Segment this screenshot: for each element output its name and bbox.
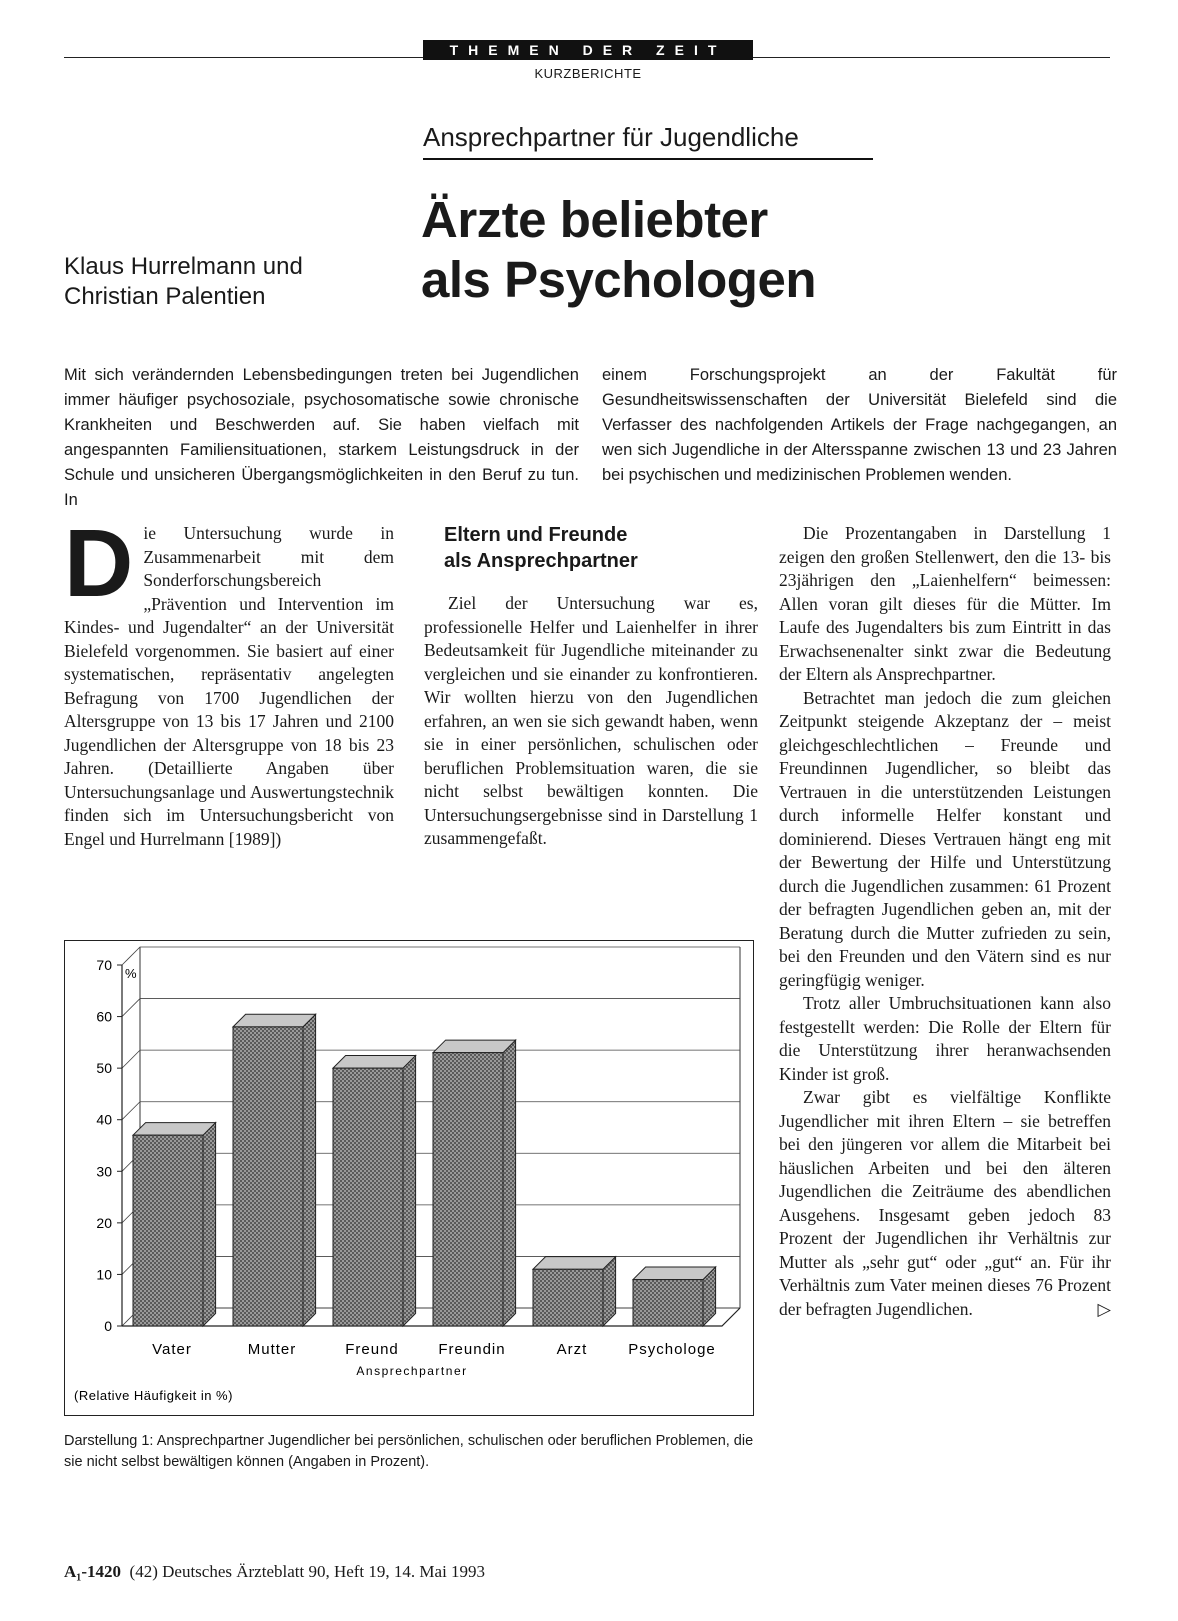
lead-text-right: einem Forschungsprojekt an der Fakultät für Gesundheitswissenschaften der Universität Bielefeld sind die Verfasser des nachfolgenden Artikels der Frage nachgegangen, an wen sich Jugendliche in der Altersspanne zwischen 13 und 23 Jahren bei psychischen und medizinischen Problemen wenden. xyxy=(602,366,1117,484)
author-line-2: Christian Palentien xyxy=(64,283,266,310)
lead-text-left: Mit sich verändernden Lebensbedingungen treten bei Jugendlichen immer häufiger psychosoziale, psychosomatische sowie chronische Krankheiten und Beschwerden auf. Sie haben vielfach mit angespannten Familiensituationen, starkem Leistungsdruck in der Schule und unsicheren Übergangsmöglichkeiten in den Beruf zu tun. In xyxy=(64,366,579,509)
title-line-2: als Psychologen xyxy=(421,251,816,308)
bar-top xyxy=(233,1014,316,1027)
subheading-line-1: Eltern und Freunde xyxy=(444,524,628,546)
y-tick-label: 30 xyxy=(96,1163,112,1180)
subsection-label: KURZBERICHTE xyxy=(534,66,642,81)
page-footer xyxy=(64,1562,485,1582)
body-column-1 xyxy=(64,510,394,851)
article-title xyxy=(421,190,816,310)
chart-gridline xyxy=(122,1050,740,1068)
bar-top xyxy=(633,1267,716,1280)
bar-mutter xyxy=(233,1027,303,1326)
x-tick-label: Arzt xyxy=(556,1341,588,1358)
x-tick-label: Vater xyxy=(152,1341,192,1358)
col2-paragraph-1: Ziel der Untersuchung war es, professionelle Helfer und Laienhelfer in ihrer Bedeutsamkeit für Jugendliche miteinander zu vergleichen und sie einander zu konfrontieren. Wir wollten hierzu von den Jugendlichen erfahren, an wen sie sich gewandt haben, wenn sie in einer persönlichen, schulischen oder beruflichen Problemsituation waren, die sie nicht selbst bewältigen konnten. Die Untersuchungsergebnisse sind in Darstellung 1 zusammengefaßt. xyxy=(424,593,758,848)
chart-gridline xyxy=(122,947,740,965)
subheading xyxy=(444,522,758,574)
figure-caption: Darstellung 1: Ansprechpartner Jugendlicher bei persönlichen, schulischen oder beruflichen Problemen, die sie nicht selbst bewältigen können (Angaben in Prozent). xyxy=(64,1433,754,1470)
bar-freundin xyxy=(433,1053,503,1326)
col1-text: ie Untersuchung wurde in Zusammenarbeit mit dem Sonderforschungsbereich „Prävention und Intervention im Kindes- und Jugendalter“ an der Universität Bielefeld vorgenommen. Sie basiert auf einer systematischen, repräsentativ angelegten Befragung von 1700 Jugendlichen der Altersgruppe von 13 bis 17 Jahren und 2100 Jugendlichen der Altersgruppe von 18 bis 23 Jahren. (Detaillierte Angaben über Untersuchungsanlage und Auswertungstechnik finden sich im Untersuchungsbericht von Engel und Hurrelmann [1989]) xyxy=(64,523,394,849)
col3-paragraph-4 xyxy=(779,1086,1111,1321)
author-line-1: Klaus Hurrelmann und xyxy=(64,253,303,280)
article-kicker: Ansprechpartner für Jugendliche xyxy=(423,122,799,152)
bar-side xyxy=(503,1040,516,1326)
bar-top xyxy=(133,1123,216,1136)
x-tick-label: Freundin xyxy=(438,1341,506,1358)
col3-paragraph-3: Trotz aller Umbruchsituationen kann also festgestellt werden: Die Rolle der Eltern für die Unterstützung ihrer heranwachsenden Kinder ist groß. xyxy=(779,993,1111,1084)
bar-arzt xyxy=(533,1269,603,1326)
col3-paragraph-2: Betrachtet man jedoch die zum gleichen Zeitpunkt steigende Akzeptanz der – meist gleichgeschlechtlichen – Freunde und Freundinnen Jugendlicher, so bleibt das Vertrauen in die unterstützenden Leistungen durch informelle Helfer konstant und dominierend. Dieses Vertrauen hängt eng mit der Bewertung der Hilfe und Unterstützung durch die Jugendlichen zusammen: 61 Prozent der befragten Jugendlichen geben an, mit der Beratung durch die Mutter zufrieden zu sein, bei den Freunden und den Vätern sind es nur geringfügig weniger. xyxy=(779,687,1111,990)
y-tick-label: 40 xyxy=(96,1111,112,1128)
bar-side xyxy=(403,1056,416,1326)
section-label: THEMEN DER ZEIT xyxy=(423,40,753,60)
page-code: A₁-1420 xyxy=(64,1562,122,1581)
x-tick-label: Freund xyxy=(345,1341,399,1358)
y-tick-label: 10 xyxy=(96,1266,112,1283)
bar-top xyxy=(533,1257,616,1270)
bar-psychologe xyxy=(633,1280,703,1326)
title-line-1: Ärzte beliebter xyxy=(421,191,768,248)
bar-top xyxy=(433,1040,516,1053)
bar-freund xyxy=(333,1068,403,1326)
authors xyxy=(64,252,303,312)
bar-chart xyxy=(64,940,754,1416)
x-tick-label: Mutter xyxy=(247,1341,297,1358)
bar-vater xyxy=(133,1135,203,1326)
bar-side xyxy=(203,1123,216,1326)
issue-info: (42) Deutsches Ärzteblatt 90, Heft 19, 14. Mai 1993 xyxy=(129,1562,486,1581)
y-tick-label: 60 xyxy=(96,1008,112,1025)
body-column-3 xyxy=(779,522,1111,1321)
drop-cap: D xyxy=(64,510,134,617)
col3-paragraph-1: Die Prozentangaben in Darstellung 1 zeigen den großen Stellenwert, den die 13- bis 23jährigen den „Laienhelfern“ beimessen: Allen voran gilt dieses für die Mütter. Im Laufe des Jugendalters bis zum Eintritt in das Erwachsenenalter sinkt zwar die Bedeutung der Eltern als Ansprechpartner. xyxy=(779,523,1111,684)
y-tick-label: 50 xyxy=(96,1060,112,1077)
kicker-rule xyxy=(423,158,873,160)
y-tick-label: 0 xyxy=(104,1318,112,1334)
x-axis-label: Ansprechpartner xyxy=(356,1364,468,1378)
continue-arrow-icon: ▷ xyxy=(1097,1298,1111,1319)
chart-gridline xyxy=(122,1102,740,1120)
bar-top xyxy=(333,1056,416,1069)
body-column-2 xyxy=(424,522,758,851)
x-tick-label: Psychologe xyxy=(628,1341,716,1358)
col3-paragraph-4-text: Zwar gibt es vielfältige Konflikte Jugendlicher mit ihren Eltern – sie betreffen bei den jüngeren vor allem die Mitarbeit bei häuslichen Arbeiten und bei den älteren Jugendlichen die Zeiträume des abendlichen Ausgehens. Insgesamt geben jedoch 83 Prozent der Jugendlichen ihr Verhältnis zur Mutter als „sehr gut“ oder „gut“ an. Für ihr Verhältnis zum Vater meinen dieses 76 Prozent der befragten Jugendlichen. xyxy=(779,1087,1111,1319)
col1-paragraph xyxy=(64,510,394,851)
chart-note: (Relative Häufigkeit in %) xyxy=(74,1388,233,1403)
chart-gridline xyxy=(122,999,740,1017)
bar-side xyxy=(303,1014,316,1326)
y-tick-label: 70 xyxy=(96,957,112,973)
y-tick-label: 20 xyxy=(96,1214,112,1231)
y-axis-label: % xyxy=(125,966,137,981)
subheading-line-2: als Ansprechpartner xyxy=(444,550,638,572)
